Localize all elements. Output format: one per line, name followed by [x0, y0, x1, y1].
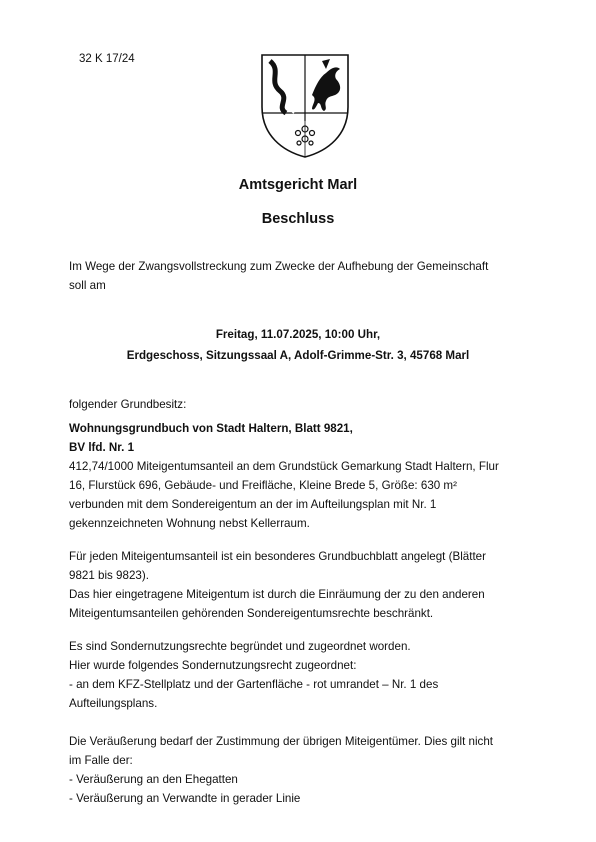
- paragraph-line: Es sind Sondernutzungsrechte begründet und zugeordnet worden.: [69, 640, 411, 653]
- paragraph-line: Für jeden Miteigentumsanteil ist ein besonderes Grundbuchblatt angelegt (Blätter: [69, 550, 486, 563]
- blatt-paragraph: [69, 547, 539, 623]
- register-bv: BV lfd. Nr. 1: [69, 441, 135, 454]
- intro-line: Im Wege der Zwangsvollstreckung zum Zwecke der Aufhebung der Gemeinschaft: [69, 260, 489, 273]
- description-line: verbunden mit dem Sondereigentum an der im Aufteilungsplan mit Nr. 1: [69, 498, 437, 511]
- paragraph-line: 9821 bis 9823).: [69, 569, 149, 582]
- paragraph-line: im Falle der:: [69, 754, 133, 767]
- paragraph-line: - an dem KFZ-Stellplatz und der Gartenfläche - rot umrandet – Nr. 1 des: [69, 678, 439, 691]
- intro-paragraph: [69, 257, 539, 295]
- paragraph-line: Das hier eingetragene Miteigentum ist durch die Einräumung der zu den anderen: [69, 588, 485, 601]
- property-description: [69, 419, 539, 533]
- veraeusserung-paragraph: [69, 732, 539, 808]
- paragraph-line: Hier wurde folgendes Sondernutzungsrecht zugeordnet:: [69, 659, 357, 672]
- description-line: gekennzeichneten Wohnung nebst Kellerraum.: [69, 517, 310, 530]
- description-line: 16, Flurstück 696, Gebäude- und Freifläche, Kleine Brede 5, Größe: 630 m²: [69, 479, 457, 492]
- description-line: 412,74/1000 Miteigentumsanteil an dem Grundstück Gemarkung Stadt Haltern, Flur: [69, 460, 499, 473]
- case-number: 32 K 17/24: [79, 53, 135, 65]
- appointment-datetime: Freitag, 11.07.2025, 10:00 Uhr,: [215, 328, 381, 341]
- appointment: [0, 324, 596, 366]
- nrw-coat-of-arms-icon: [256, 49, 354, 159]
- paragraph-line: Die Veräußerung bedarf der Zustimmung der übrigen Miteigentümer. Dies gilt nicht: [69, 735, 494, 748]
- sondernutzung-paragraph: [69, 637, 539, 713]
- paragraph-line: Miteigentumsanteilen gehörenden Sondereigentumsrechte beschränkt.: [69, 607, 434, 620]
- paragraph-line: - Veräußerung an Verwandte in gerader Linie: [69, 792, 301, 805]
- paragraph-line: Aufteilungsplans.: [69, 697, 158, 710]
- paragraph-line: - Veräußerung an den Ehegatten: [69, 773, 238, 786]
- appointment-location: Erdgeschoss, Sitzungssaal A, Adolf-Grimme-Str. 3, 45768 Marl: [126, 349, 470, 362]
- court-name: Amtsgericht Marl: [238, 177, 358, 193]
- property-intro: folgender Grundbesitz:: [69, 398, 187, 411]
- document-type: Beschluss: [261, 211, 335, 227]
- coat-of-arms: [256, 49, 354, 159]
- register-title: Wohnungsgrundbuch von Stadt Haltern, Blatt 9821,: [69, 422, 353, 435]
- intro-line: soll am: [69, 279, 106, 292]
